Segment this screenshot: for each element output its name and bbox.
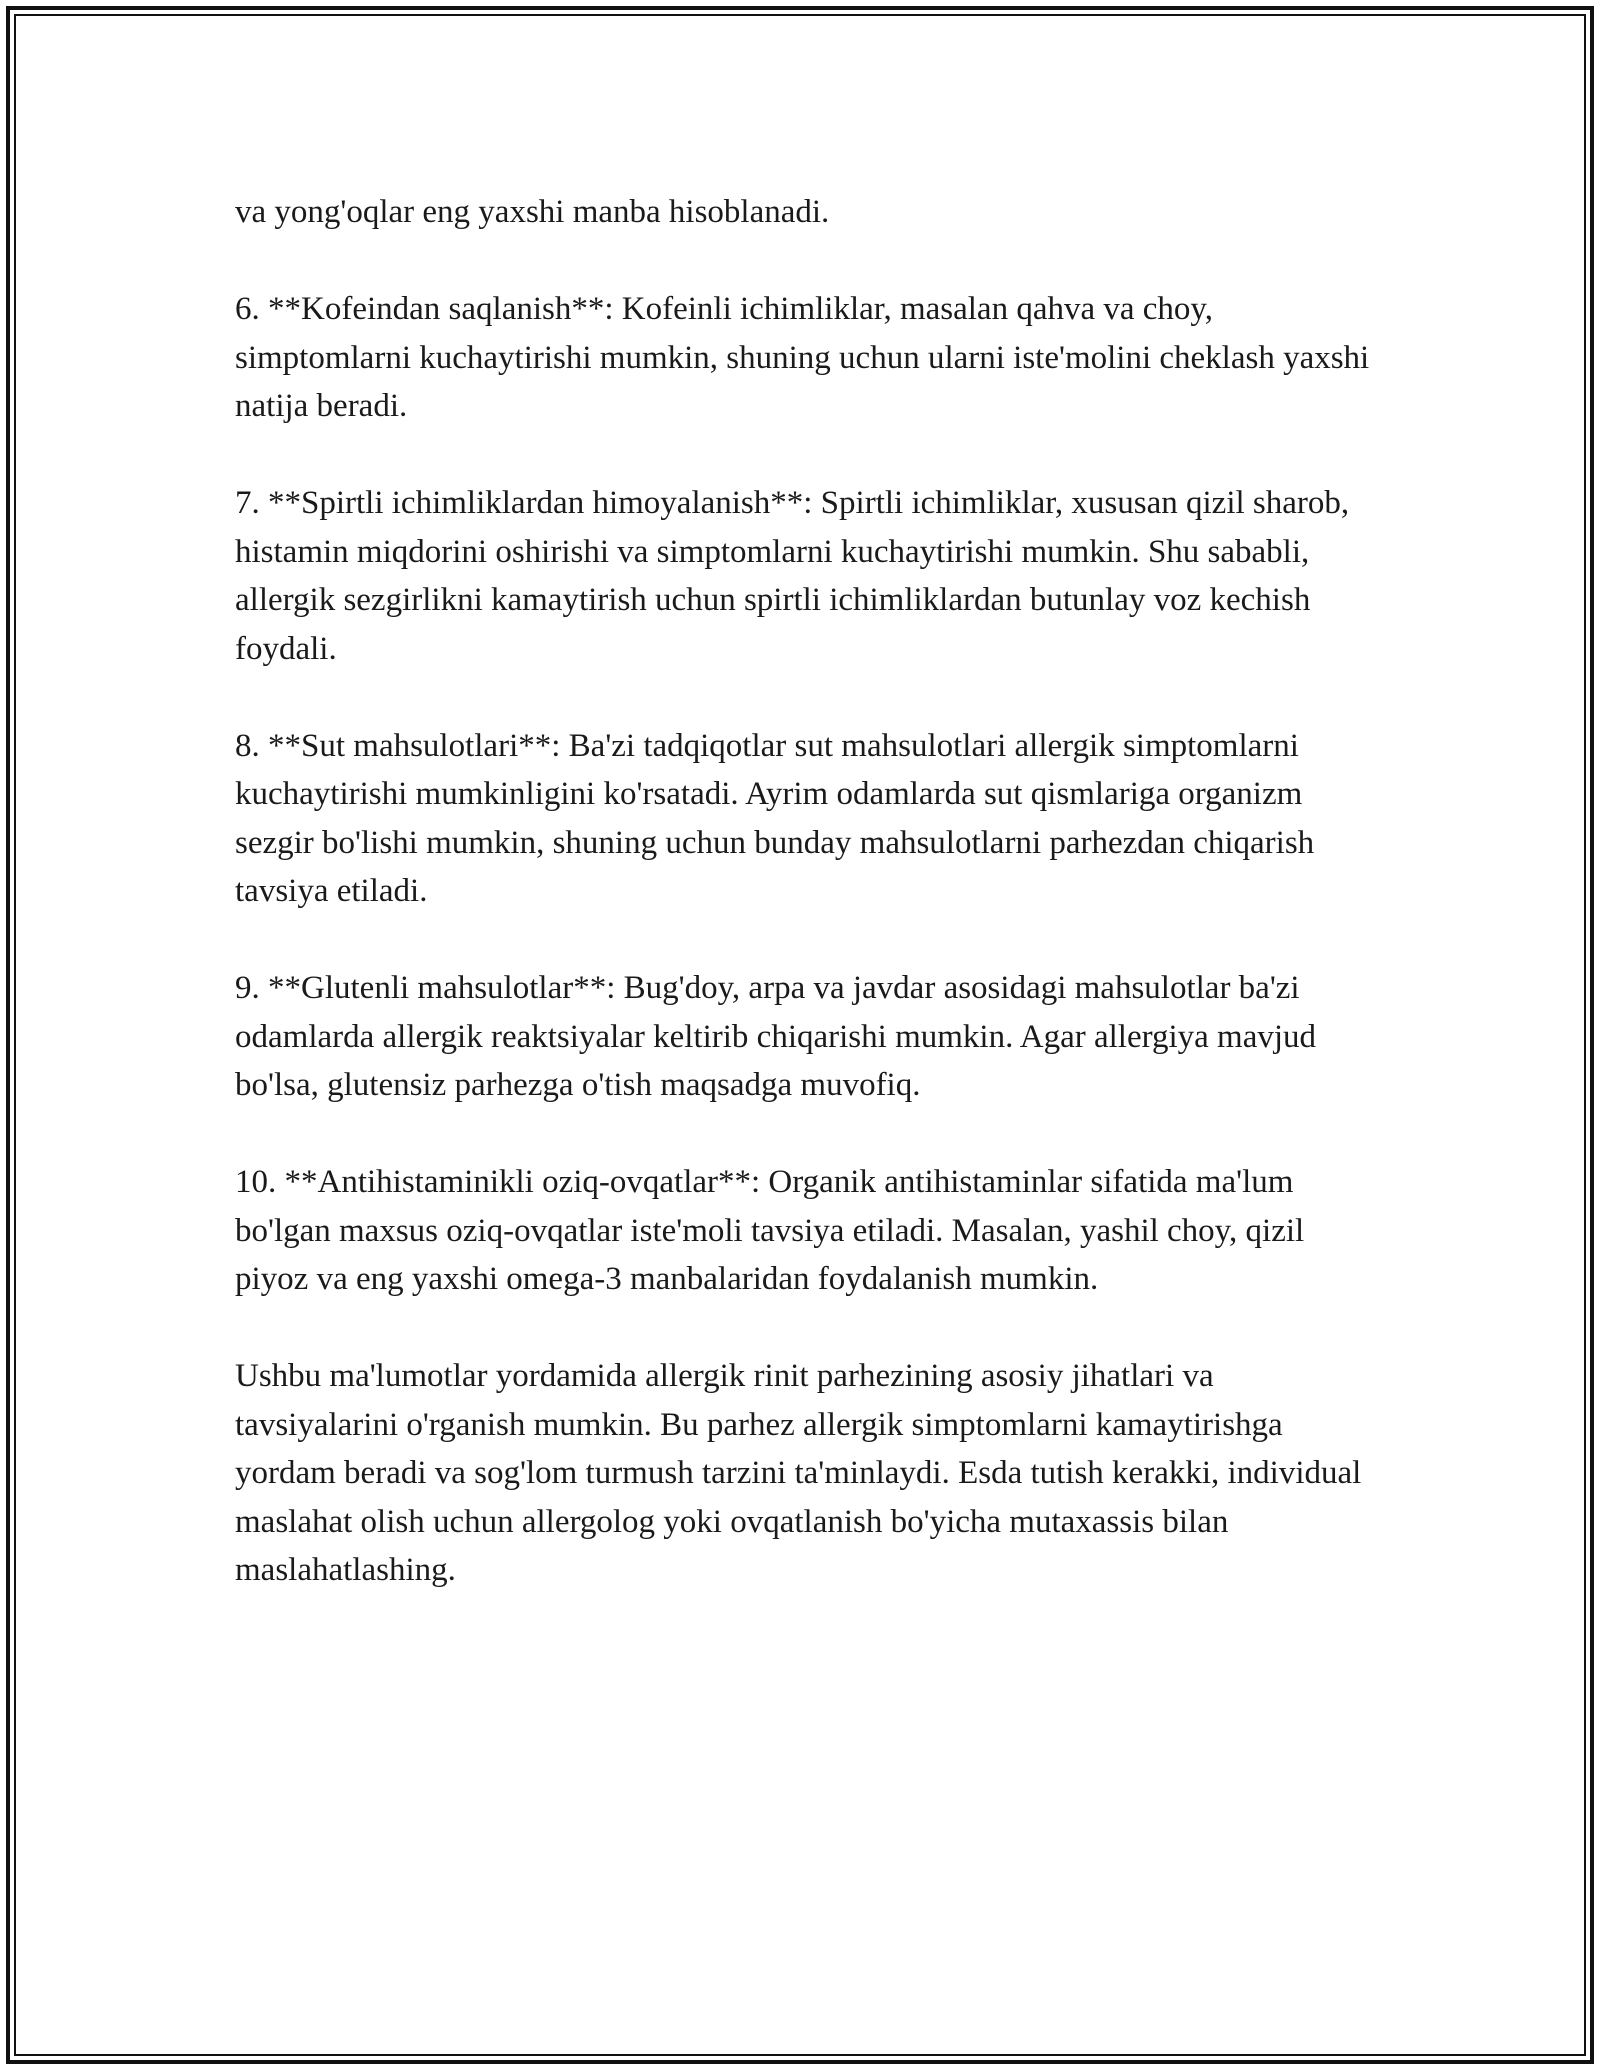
- paragraph-item-8: 8. **Sut mahsulotlari**: Ba'zi tadqiqotlar sut mahsulotlari allergik simptomlarni kuchaytirishi mumkinligini ko'rsatadi. Ayrim odamlarda sut qismlariga organizm sezgir bo'lishi mumkin, shuning uchun bunday mahsulotlarni parhezdan chiqarish tavsiya etiladi.: [235, 727, 1315, 909]
- paragraph-continuation: va yong'oqlar eng yaxshi manba hisoblanadi.: [235, 194, 830, 230]
- paragraph-item-9: 9. **Glutenli mahsulotlar**: Bug'doy, arpa va javdar asosidagi mahsulotlar ba'zi odamlarda allergik reaktsiyalar keltirib chiqarishi mumkin. Agar allergiya mavjud bo'lsa, glutensiz parhezga o'tish maqsadga muvofiq.: [235, 970, 1317, 1103]
- paragraph-item-7: 7. **Spirtli ichimliklardan himoyalanish**: Spirtli ichimliklar, xususan qizil sharob, histamin miqdorini oshirishi va simptomlarni kuchaytirishi mumkin. Shu sababli, allergik sezgirlikni kamaytirish uchun spirtli ichimliklardan butunlay voz kechish foydali.: [235, 485, 1350, 667]
- paragraph-item-10: 10. **Antihistaminikli oziq-ovqatlar**: Organik antihistaminlar sifatida ma'lum bo'lgan maxsus oziq-ovqatlar iste'moli tavsiya etiladi. Masalan, yashil choy, qizil piyoz va eng yaxshi omega-3 manbalaridan foydalanish mumkin.: [235, 1164, 1305, 1297]
- paragraph-item-6: 6. **Kofeindan saqlanish**: Kofeinli ichimliklar, masalan qahva va choy, simptomlarni kuchaytirishi mumkin, shuning uchun ularni iste'molini cheklash yaxshi natija beradi.: [235, 291, 1370, 424]
- document-body: [235, 188, 1375, 1643]
- paragraph-conclusion: Ushbu ma'lumotlar yordamida allergik rinit parhezining asosiy jihatlari va tavsiyalarini o'rganish mumkin. Bu parhez allergik simptomlarni kamaytirishga yordam beradi va sog'lom turmush tarzini ta'minlaydi. Esda tutish kerakki, individual maslahat olish uchun allergolog yoki ovqatlanish bo'yicha mutaxassis bilan maslahatlashing.: [235, 1358, 1362, 1588]
